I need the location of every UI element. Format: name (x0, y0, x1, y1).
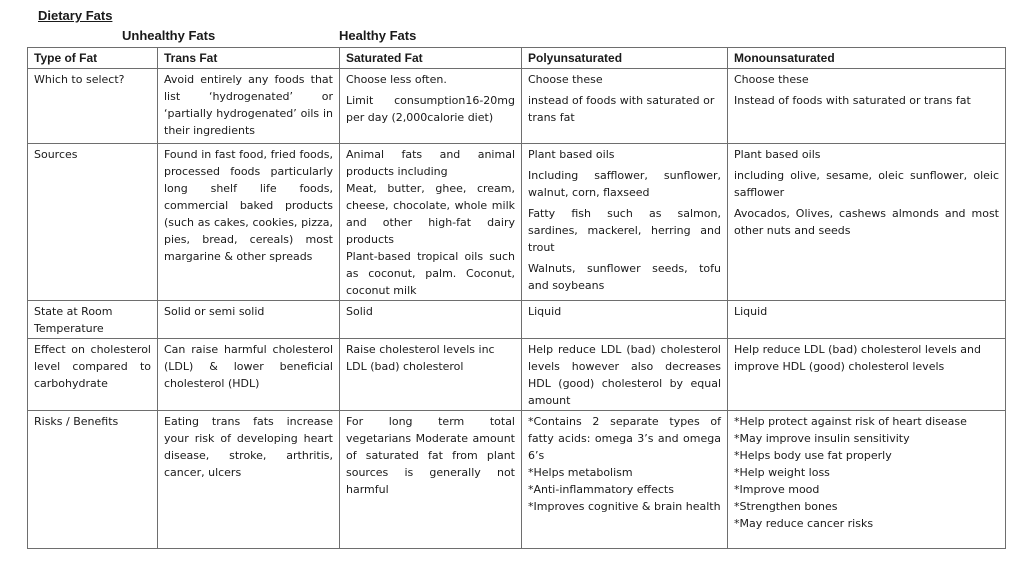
cell-text: *Improves cognitive & brain health (528, 500, 721, 513)
table-row (28, 411, 1006, 549)
cell-text: *May improve insulin sensitivity (734, 432, 910, 445)
cell-text: Eating trans fats increase your risk of developing heart disease, stroke, arthritis, cancer, ulcers (164, 415, 333, 479)
header-trans-fat: Trans Fat (158, 48, 340, 69)
dietary-fats-table (27, 47, 1006, 549)
cell-text: Animal fats and animal products including (346, 148, 515, 178)
cell-text: Avocados, Olives, cashews almonds and most other nuts and seeds (734, 207, 999, 237)
cell-sources-trans (158, 144, 340, 301)
cell-text: *Help weight loss (734, 466, 830, 479)
row-label-sources: Sources (28, 144, 158, 301)
cell-sources-poly (522, 144, 728, 301)
cell-text: *Help protect against risk of heart disease (734, 415, 967, 428)
cell-text: For long term total vegetarians Moderate amount of saturated fat from plant sources is generally not harmful (346, 415, 515, 496)
cell-text: Instead of foods with saturated or trans fat (734, 94, 971, 107)
cell-text: *Anti-inflammatory effects (528, 483, 674, 496)
table-row (28, 339, 1006, 411)
cell-text: Fatty fish such as salmon, sardines, mackerel, herring and trout (528, 207, 721, 254)
table-row (28, 144, 1006, 301)
cell-text: Choose these (528, 73, 603, 86)
row-label-select: Which to select? (28, 69, 158, 144)
cell-text: instead of foods with saturated or trans fat (528, 94, 715, 124)
cell-text: Choose these (734, 73, 809, 86)
cell-text: *Helps body use fat properly (734, 449, 892, 462)
cell-text: Liquid (528, 305, 562, 318)
cell-risks-saturated (340, 411, 522, 549)
header-polyunsaturated: Polyunsaturated (522, 48, 728, 69)
row-label-state: State at Room Temperature (28, 301, 158, 339)
cell-state-mono (728, 301, 1006, 339)
cell-text: Found in fast food, fried foods, processed foods particularly long shelf life foods, commercial baked products (such as cakes, cookies, pizza, pies, bread, cereals) most margarine & other spreads (164, 148, 333, 263)
cell-text: Plant based oils (734, 148, 821, 161)
cell-text: *Strengthen bones (734, 500, 838, 513)
table-header-row (28, 48, 1006, 69)
table-row (28, 301, 1006, 339)
cell-text: Avoid entirely any foods that list ‘hydrogenated’ or ‘partially hydrogenated’ oils in their ingredients (164, 73, 333, 137)
row-label-risks: Risks / Benefits (28, 411, 158, 549)
cell-text: Plant-based tropical oils such as coconut, palm. Coconut, coconut milk (346, 250, 515, 297)
cell-effect-saturated (340, 339, 522, 411)
cell-text: Can raise harmful cholesterol (LDL) & lower beneficial cholesterol (HDL) (164, 343, 333, 390)
cell-state-saturated (340, 301, 522, 339)
header-monounsaturated: Monounsaturated (728, 48, 1006, 69)
cell-text: Help reduce LDL (bad) cholesterol levels and improve HDL (good) cholesterol levels (734, 343, 981, 373)
cell-text: Including safflower, sunflower, walnut, corn, flaxseed (528, 169, 721, 199)
header-type-of-fat: Type of Fat (28, 48, 158, 69)
cell-select-trans (158, 69, 340, 144)
cell-text: *Helps metabolism (528, 466, 633, 479)
cell-sources-saturated (340, 144, 522, 301)
cell-text: including olive, sesame, oleic sunflower, oleic safflower (734, 169, 999, 199)
cell-effect-trans (158, 339, 340, 411)
cell-select-mono (728, 69, 1006, 144)
cell-risks-trans (158, 411, 340, 549)
header-saturated-fat: Saturated Fat (340, 48, 522, 69)
cell-risks-mono (728, 411, 1006, 549)
page-title: Dietary Fats (38, 8, 113, 23)
cell-text: Liquid (734, 305, 768, 318)
row-label-effect: Effect on cholesterol level compared to carbohydrate (28, 339, 158, 411)
cell-select-poly (522, 69, 728, 144)
cell-text: Solid (346, 305, 373, 318)
cell-state-poly (522, 301, 728, 339)
cell-text: Walnuts, sunflower seeds, tofu and soybeans (528, 262, 721, 292)
cell-text: Solid or semi solid (164, 305, 265, 318)
cell-text: Raise cholesterol levels inc LDL (bad) cholesterol (346, 343, 495, 373)
cell-risks-poly (522, 411, 728, 549)
cell-sources-mono (728, 144, 1006, 301)
cell-state-trans (158, 301, 340, 339)
table-row (28, 69, 1006, 144)
cell-text: *Improve mood (734, 483, 820, 496)
cell-effect-poly (522, 339, 728, 411)
cell-effect-mono (728, 339, 1006, 411)
unhealthy-fats-heading: Unhealthy Fats (122, 28, 216, 43)
cell-text: Choose less often. (346, 73, 447, 86)
cell-text: *May reduce cancer risks (734, 517, 874, 530)
cell-text: Meat, butter, ghee, cream, cheese, chocolate, whole milk and other high-fat dairy products (346, 182, 515, 246)
cell-select-saturated (340, 69, 522, 144)
cell-text: Help reduce LDL (bad) cholesterol levels however also decreases HDL (good) cholesterol by equal amount (528, 343, 721, 407)
cell-text: *Contains 2 separate types of fatty acids: omega 3’s and omega 6’s (528, 415, 721, 462)
healthy-fats-heading: Healthy Fats (339, 28, 417, 43)
cell-text: Limit consumption16-20mg per day (2,000calorie diet) (346, 94, 515, 124)
cell-text: Plant based oils (528, 148, 615, 161)
